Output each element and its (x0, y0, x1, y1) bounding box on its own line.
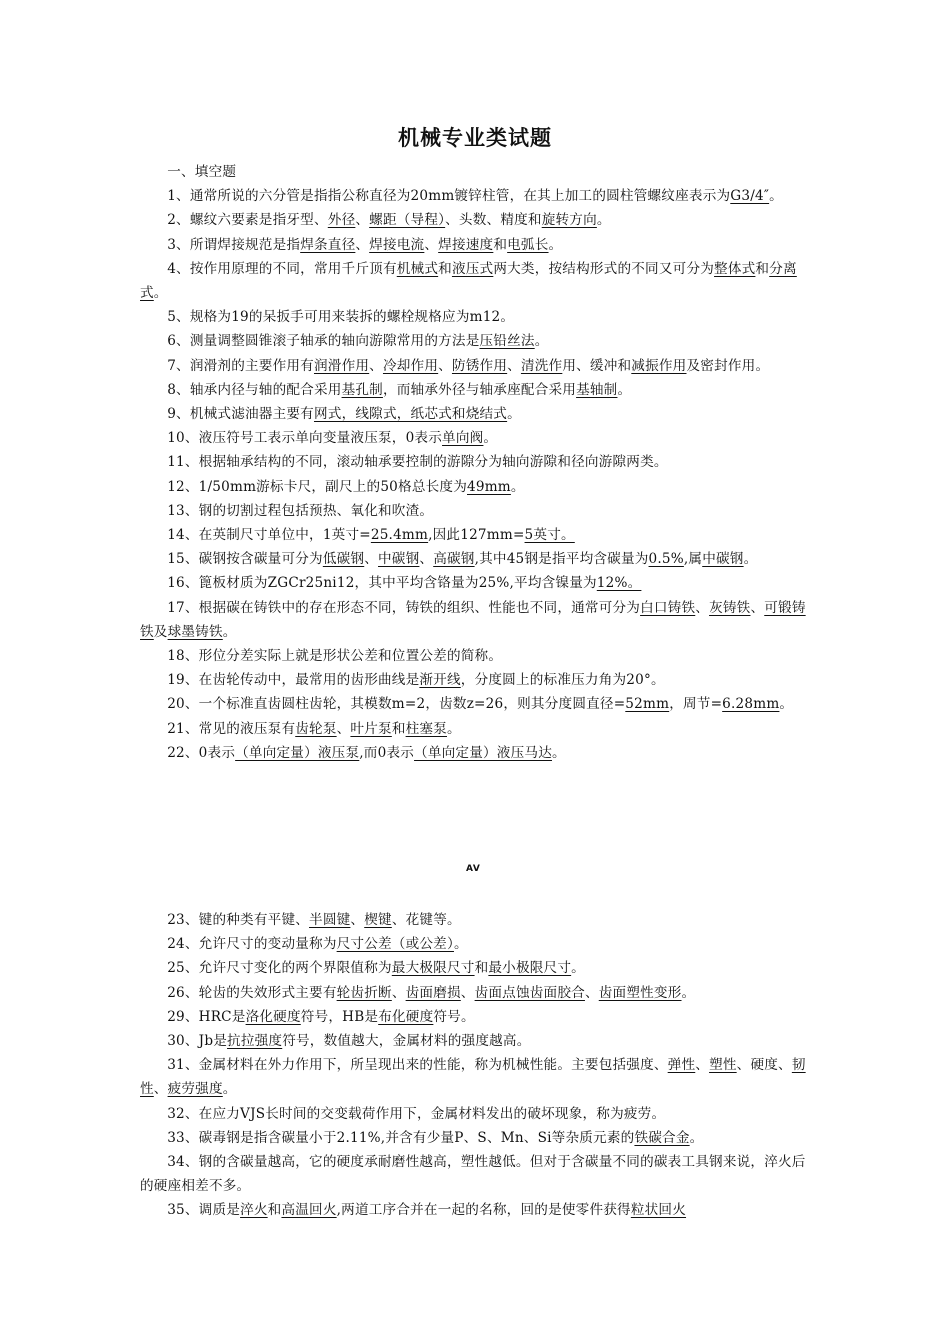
question-text: 一、填空题 (167, 164, 237, 180)
question-paragraph (140, 908, 816, 932)
question-text: 、 (355, 212, 370, 229)
question-paragraph (140, 329, 816, 353)
question-paragraph (140, 499, 816, 523)
answer-blank: 旋转方向 (541, 212, 597, 229)
question-text: 、 (584, 984, 599, 1001)
answer-blank: （单向定量）液压泵 (235, 744, 360, 761)
question-text: 5、规格为19的呆扳手可用来装拆的螺栓规格应为m12。 (167, 309, 515, 326)
question-text: 10、液压符号工表示单向变量液压泵，0表示 (167, 430, 443, 447)
question-text: 。 (571, 960, 585, 977)
question-text: 1、通常所说的六分管是指指公称直径为20mm镀锌柱管，在其上加工的圆柱管螺纹座表示为 (167, 188, 731, 205)
answer-blank: 叶片泵 (350, 720, 392, 737)
answer-blank: 尺寸公差（或公差） (336, 936, 454, 953)
question-text: 。 (483, 430, 498, 447)
question-text: 、 (424, 236, 439, 253)
question-text: 、 (419, 551, 434, 568)
question-text: 33、碳毒钢是指含碳量小于2.11%,并含有少量P、S、Mn、Si等杂质元素的 (167, 1129, 635, 1146)
question-text: ，分度圆上的标准压力角为20°。 (460, 672, 665, 689)
question-text: 31、金属材料在外力作用下，所呈现出来的性能，称为机械性能。主要包括强度、 (167, 1057, 668, 1074)
question-text: ,而0表示 (359, 744, 415, 761)
question-text: 。 (689, 1129, 704, 1146)
question-text: 24、允许尺寸的变动量称为 (167, 936, 337, 953)
question-block-upper (140, 160, 816, 765)
question-text: 、硬度、 (736, 1057, 792, 1074)
question-paragraph (140, 1053, 816, 1101)
answer-blank: 冷却作用 (382, 357, 439, 374)
question-text: 20、一个标准直齿圆柱齿轮，其模数m=2，齿数z=26，则其分度圆直径= (167, 696, 626, 713)
answer-blank: 齿面磨损 (405, 984, 461, 1001)
answer-blank: 齿面塑性变形 (598, 984, 682, 1001)
answer-blank: 0.5% (648, 551, 684, 568)
question-text: 、 (369, 357, 383, 374)
answer-blank: 25.4mm (370, 527, 429, 544)
question-paragraph (140, 523, 816, 547)
answer-blank: 可锻铸铁 (140, 599, 806, 640)
answer-blank: 压铅丝法 (479, 333, 535, 350)
question-text: 、 (350, 912, 365, 928)
answer-blank: 6.28mm (722, 696, 780, 713)
question-text: ,两道工序合并在一起的名称，回的是使零件获得 (336, 1202, 631, 1219)
question-paragraph (140, 692, 816, 716)
answer-blank: 机械式 (396, 260, 439, 277)
question-text: 、 (336, 720, 351, 737)
question-text: 29、HRC是 (167, 1008, 246, 1025)
question-text: ，而轴承外径与轴承座配合采用 (382, 381, 577, 398)
question-text: 。 (507, 406, 521, 423)
question-text: 12、1/50mm游标卡尺，副尺上的50格总长度为 (167, 478, 467, 495)
question-text: 符号，HB是 (300, 1008, 379, 1025)
question-text: 13、钢的切割过程包括预热、氧化和吹渣。 (167, 502, 434, 519)
answer-blank: 中碳钢 (702, 551, 744, 568)
question-text: 3、所谓焊接规范是指 (167, 236, 301, 253)
question-paragraph (140, 354, 816, 378)
answer-blank: 基孔制 (341, 381, 383, 398)
question-text: 15、碳钢按含碳量可分为 (167, 551, 323, 568)
question-paragraph (140, 233, 816, 257)
question-text: 34、钢的含碳量越高，它的硬度承耐磨性越高，塑性越低。但对于含碳量不同的碳表工具钢来说，淬火后的硬座相差不多。 (140, 1154, 806, 1195)
question-text: 、 (695, 599, 710, 616)
question-paragraph (140, 1126, 816, 1150)
answer-blank: 韧性 (140, 1057, 806, 1098)
question-text: 。 (779, 696, 794, 713)
question-text: 。 (681, 984, 696, 1001)
answer-blank: 铁碳合金 (634, 1129, 690, 1146)
answer-blank: 布化硬度 (378, 1008, 434, 1025)
answer-blank: 灰铸铁 (709, 599, 751, 616)
question-text: 符号，数值越大，金属材料的强度越高。 (282, 1033, 531, 1050)
answer-blank: 单向阀 (442, 430, 484, 447)
question-text: 26、轮齿的失效形式主要有 (167, 984, 337, 1001)
answer-blank: 低碳钢 (322, 551, 365, 568)
question-text: 。 (453, 936, 468, 953)
answer-blank: 轮齿折断 (336, 984, 392, 1001)
question-paragraph (140, 644, 816, 668)
answer-blank: 49mm (467, 478, 511, 495)
question-text: 2、螺纹六要素是指牙型、 (167, 212, 328, 229)
av-mark: AV (466, 864, 481, 874)
question-text: ,其中45钢是指平均含碳量为 (474, 551, 649, 568)
answer-blank: 焊条直径 (300, 236, 356, 253)
question-paragraph (140, 208, 816, 232)
question-paragraph (140, 378, 816, 402)
question-paragraph (140, 160, 816, 184)
answer-blank: 焊接速度 (438, 236, 494, 253)
answer-blank: 中碳钢 (378, 551, 420, 568)
answer-blank: 洛化硬度 (245, 1008, 301, 1025)
question-text: 。 (617, 381, 632, 398)
question-paragraph (140, 741, 816, 765)
question-text: 和 (267, 1202, 282, 1219)
question-text: 4、按作用原理的不同，常用千斤顶有 (167, 260, 397, 277)
question-text: 、花键等。 (391, 912, 461, 928)
question-text: 、 (391, 984, 406, 1001)
question-text: 、 (364, 551, 379, 568)
question-text: ,因此127mm= (428, 527, 525, 544)
question-paragraph (140, 426, 816, 450)
question-text: 6、测量调整圆锥滚子轴承的轴向游隙常用的方法是 (167, 333, 480, 350)
question-paragraph (140, 547, 816, 571)
question-text: 、 (153, 1081, 168, 1098)
question-text: 及密封作用。 (686, 357, 770, 374)
question-text: 和 (391, 720, 406, 737)
question-text: 两大类，按结构形式的不同又可分为 (493, 260, 715, 277)
question-text: 22、0表示 (167, 744, 236, 761)
question-text: 。 (153, 285, 168, 302)
question-text: 19、在齿轮传动中，最常用的齿形曲线是 (167, 672, 420, 689)
answer-blank: 高温回火 (281, 1202, 337, 1219)
question-paragraph (140, 475, 816, 499)
answer-blank: 焊接电流 (369, 236, 425, 253)
answer-blank: 分离式 (140, 260, 797, 302)
question-paragraph (140, 668, 816, 692)
question-text: 11、根据轴承结构的不同，滚动轴承要控制的游隙分为轴向游隙和径向游隙两类。 (167, 454, 668, 471)
question-paragraph (140, 956, 816, 980)
question-text: 、 (750, 599, 765, 616)
answer-blank: 减振作用 (631, 357, 687, 374)
answer-blank: 整体式 (714, 260, 756, 277)
question-paragraph (140, 981, 816, 1005)
question-paragraph (140, 402, 816, 426)
question-text: 和 (474, 960, 489, 977)
question-text: 17、根据碳在铸铁中的存在形态不同，铸铁的组织、性能也不同，通常可分为 (167, 599, 641, 616)
question-text: 、 (460, 984, 475, 1001)
question-text: 。 (551, 744, 566, 761)
answer-blank: 液压式 (451, 260, 494, 277)
question-paragraph (140, 932, 816, 956)
question-paragraph (140, 717, 816, 741)
question-text: 25、允许尺寸变化的两个界限值称为 (167, 960, 392, 977)
question-text: 。 (548, 236, 563, 253)
question-paragraph (140, 184, 816, 208)
question-paragraph (140, 1102, 816, 1126)
page-title: 机械专业类试题 (398, 126, 552, 150)
question-text: 30、Jb是 (167, 1033, 228, 1050)
question-text: 、 (695, 1057, 710, 1074)
question-paragraph (140, 1198, 816, 1222)
question-text: 35、调质是 (167, 1202, 241, 1219)
question-text: 及 (153, 623, 168, 640)
question-paragraph (140, 305, 816, 329)
question-text: 和 (493, 236, 508, 253)
answer-blank: 基轴制 (576, 381, 618, 398)
question-text: 和 (755, 260, 770, 277)
question-text: 和 (438, 260, 452, 277)
question-text: 14、在英制尺寸单位中，1英寸= (167, 527, 371, 544)
answer-blank: 高碳钢 (433, 551, 475, 568)
answer-blank: 抗拉强度 (227, 1033, 283, 1050)
answer-blank: 疲劳强度 (167, 1081, 223, 1098)
question-text: 9、机械式滤油器主要有 (167, 406, 314, 423)
question-text: 、头数、精度和 (445, 212, 542, 229)
question-text: ,属 (683, 551, 703, 568)
question-text: 。 (222, 623, 237, 640)
question-text: 8、轴承内径与轴的配合采用 (167, 381, 342, 398)
answer-blank: 弹性 (667, 1057, 696, 1074)
answer-blank: （单向定量）液压马达 (414, 744, 552, 761)
answer-blank: 半圆键 (309, 912, 351, 928)
answer-blank: 外径 (327, 212, 356, 229)
question-text: 。 (743, 551, 758, 568)
question-text: 。 (596, 212, 611, 229)
question-text: 。 (222, 1081, 237, 1098)
question-text: 。 (510, 478, 525, 495)
question-paragraph (140, 571, 816, 595)
question-paragraph (140, 1150, 816, 1198)
answer-blank: 楔键 (364, 912, 392, 928)
answer-blank: 52mm (625, 696, 670, 713)
question-text: 、 (438, 357, 452, 374)
answer-blank: 最大极限尺寸 (391, 960, 475, 977)
answer-blank: G3/4″ (730, 188, 770, 205)
answer-blank: 球墨铸铁 (167, 623, 223, 640)
answer-blank: 最小极限尺寸 (488, 960, 572, 977)
question-text: 、 (355, 236, 370, 253)
question-paragraph (140, 257, 816, 305)
question-text: 32、在应力VJS长时间的交变载荷作用下，金属材料发出的破坏现象，称为疲劳。 (167, 1105, 666, 1122)
question-text: 。 (447, 720, 461, 737)
question-text: 用、缓冲和 (562, 357, 632, 374)
answer-blank: 防锈作用 (451, 357, 508, 374)
answer-blank: 白口铸铁 (640, 599, 696, 616)
answer-blank: 粒状回火 (630, 1202, 687, 1219)
question-text: 、 (507, 357, 521, 374)
question-paragraph (140, 1029, 816, 1053)
answer-blank: 5英寸。 (524, 527, 575, 544)
answer-blank: 电弧长 (507, 236, 549, 253)
answer-blank: 淬火 (240, 1202, 268, 1219)
answer-blank: 柱塞泵 (405, 720, 447, 737)
answer-blank: 渐开线 (419, 672, 461, 689)
answer-blank: 12%。 (596, 575, 642, 592)
question-block-lower (140, 908, 816, 1223)
question-text: 21、常见的液压泵有 (167, 720, 296, 737)
question-text: 符号。 (433, 1008, 475, 1025)
answer-blank: 清洗作 (520, 357, 563, 374)
question-text: 7、润滑剂的主要作用有 (167, 357, 314, 374)
question-text: 16、篦板材质为ZGCr25ni12，其中平均含铬量为25%,平均含镍量为 (167, 575, 597, 592)
answer-blank: 润滑作用 (313, 357, 370, 374)
answer-blank: 塑性 (709, 1057, 737, 1074)
question-text: ，周节= (669, 696, 723, 713)
question-text: 。 (534, 333, 549, 350)
question-paragraph (140, 1005, 816, 1029)
answer-blank: 网式，线隙式，纸芯式和烧结式 (313, 406, 508, 423)
answer-blank: 齿轮泵 (295, 720, 337, 737)
answer-blank: 齿面点蚀齿面胶合 (474, 984, 585, 1001)
question-paragraph (140, 596, 816, 644)
question-text: 。 (769, 188, 783, 205)
question-paragraph (140, 450, 816, 474)
question-text: 23、键的种类有平键、 (167, 912, 310, 928)
answer-blank: 螺距（导程） (369, 212, 446, 229)
question-text: 18、形位分差实际上就是形状公差和位置公差的简称。 (167, 648, 503, 665)
